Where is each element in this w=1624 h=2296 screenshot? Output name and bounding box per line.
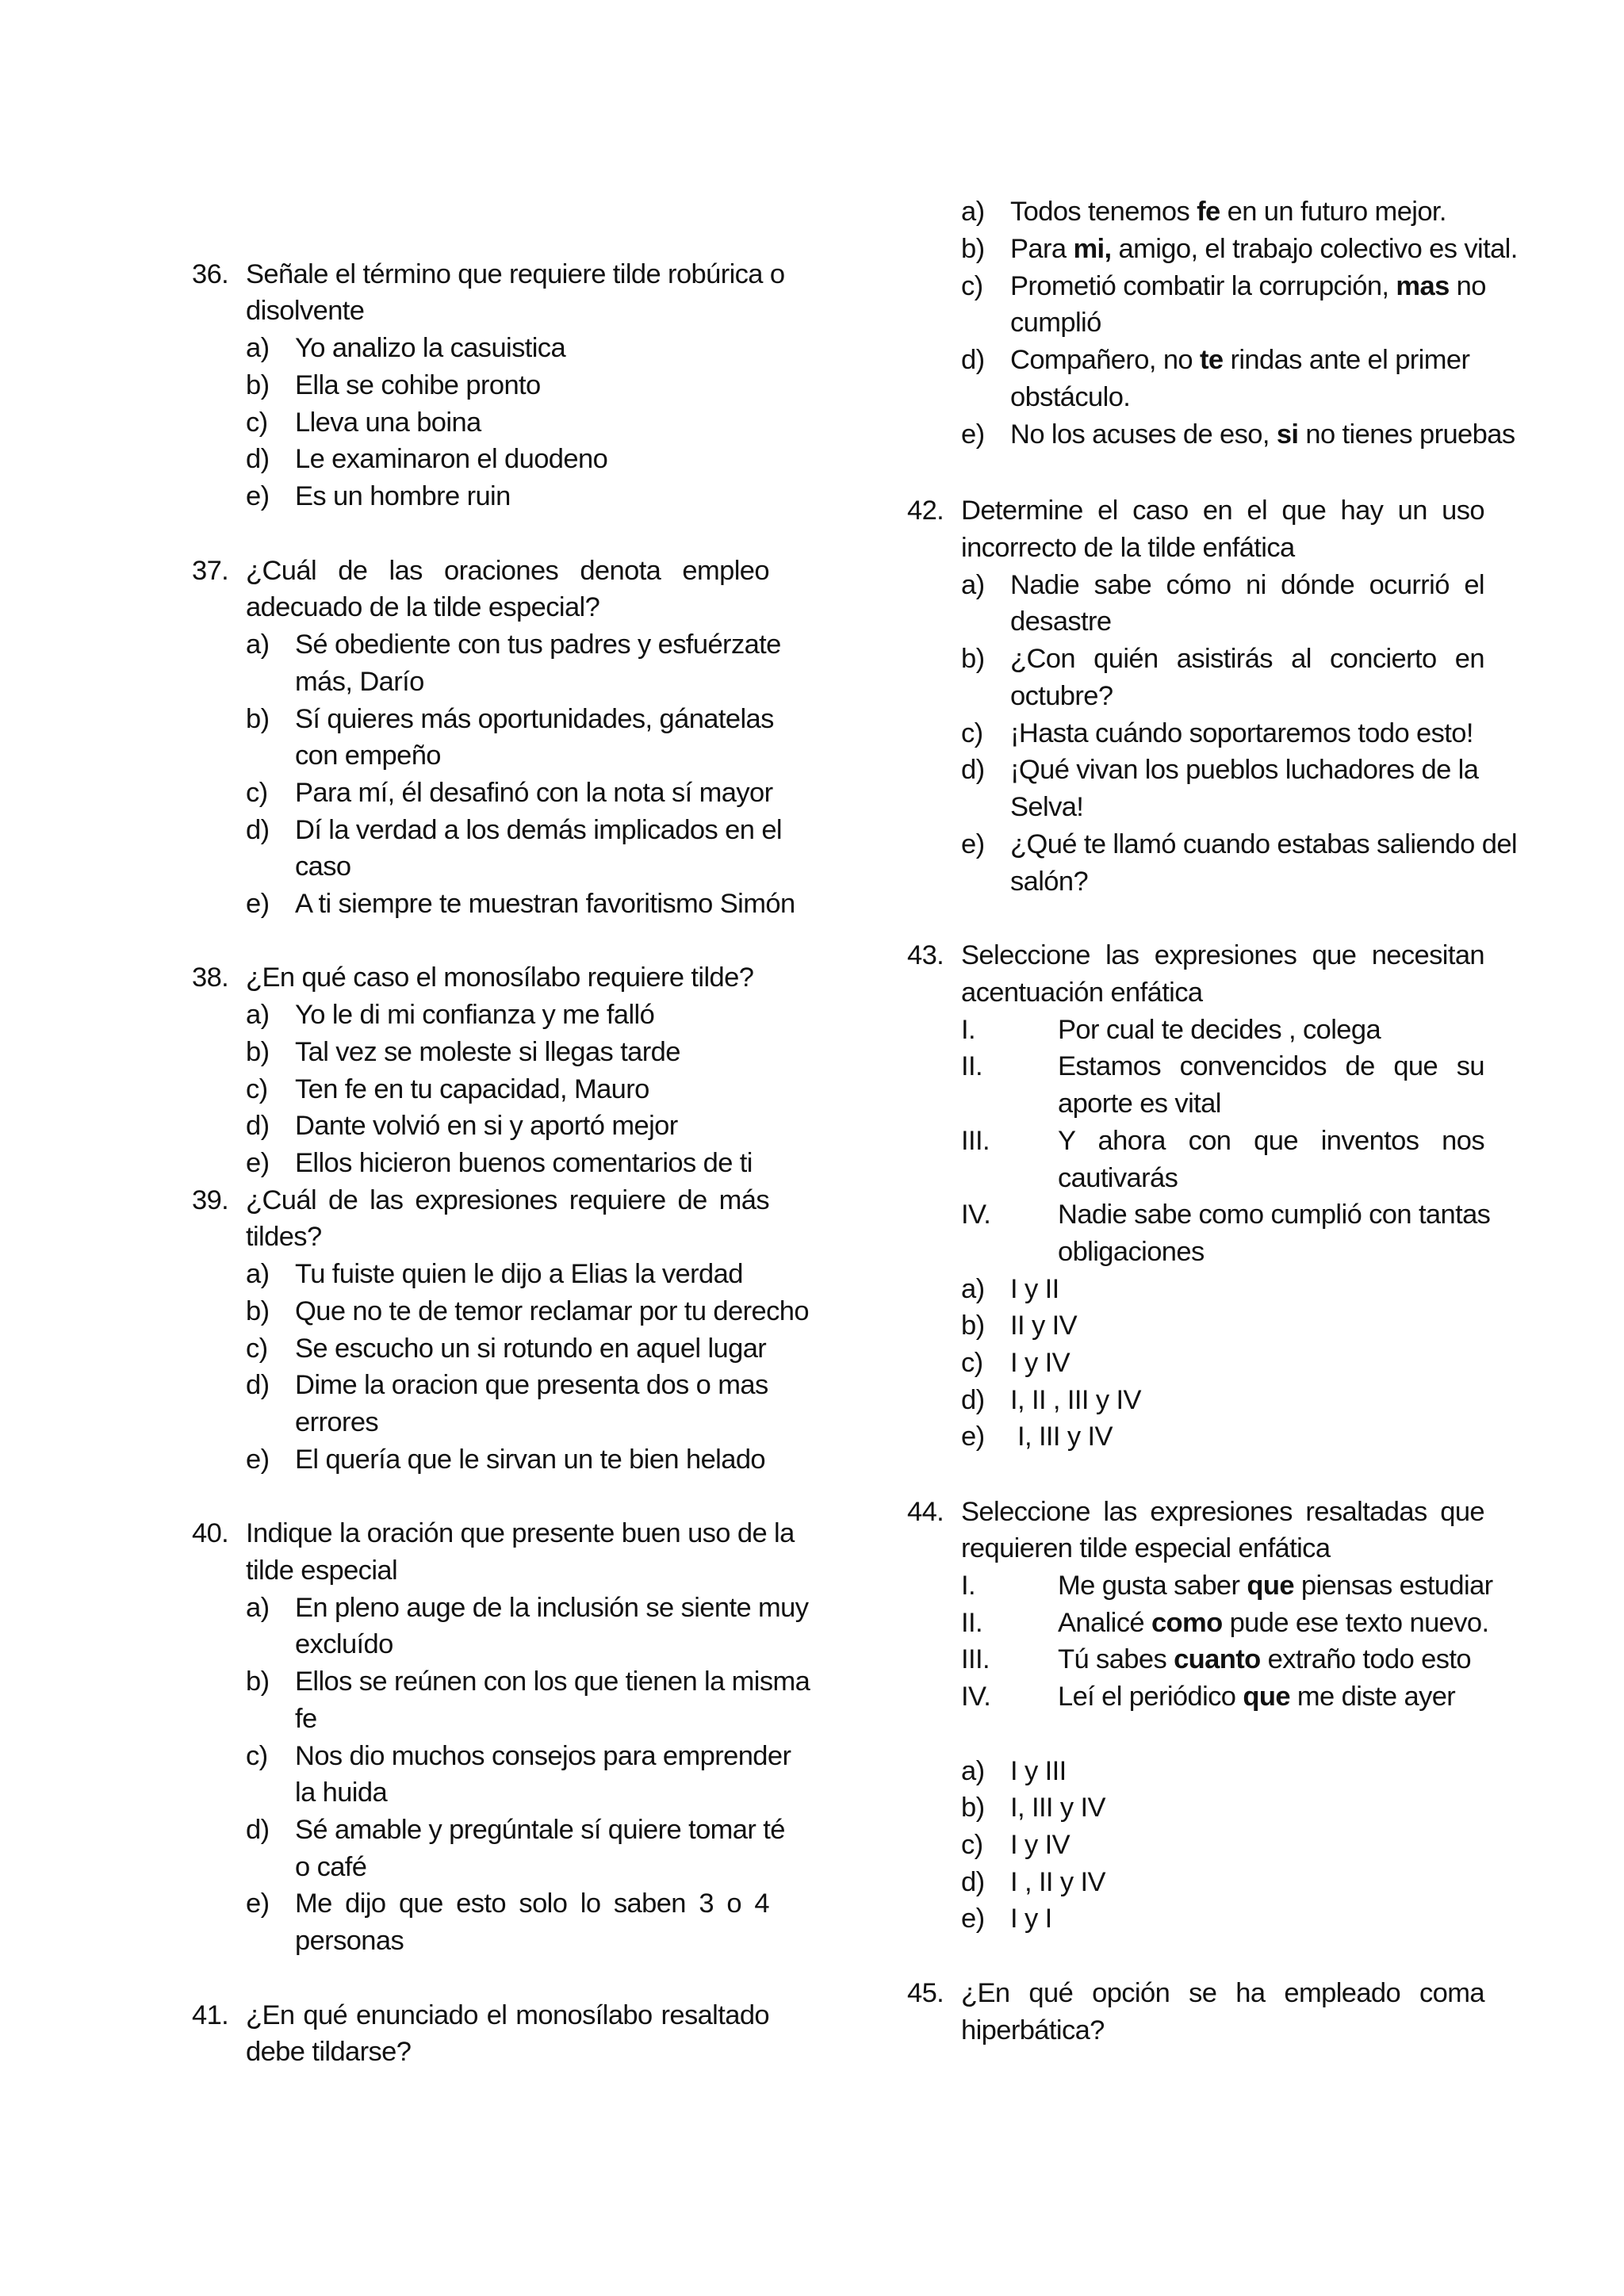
- highlighted-word: te: [1200, 345, 1224, 375]
- question-text-cont: tildes?: [246, 1222, 322, 1252]
- question-number: 43.: [907, 940, 944, 970]
- question-number: 36.: [192, 259, 229, 289]
- question-text: ¿Cuál de las expresiones requiere de más: [246, 1185, 769, 1215]
- highlighted-word: mi,: [1073, 234, 1112, 264]
- question-text: Señale el término que requiere tilde robúrica o: [246, 259, 785, 289]
- question-text: Indique la oración que presente buen uso de la: [246, 1518, 795, 1548]
- question-text: Seleccione las expresiones que necesitan: [961, 940, 1484, 970]
- question-number: 38.: [192, 962, 229, 993]
- highlighted-word: que: [1243, 1682, 1290, 1712]
- question-text: ¿En qué enunciado el monosílabo resaltado: [246, 2000, 769, 2030]
- question-text-cont: requieren tilde especial enfática: [961, 1533, 1331, 1563]
- question-number: 42.: [907, 496, 944, 526]
- exam-page: 36. Señale el término que requiere tilde robúrica o disolvente a) Yo analizo la casuistica b) Ella se cohibe pronto c) Lleva una boina d) Le examinaron el duodeno e) Es un hombre ruin 37. ¿Cuál de las oraciones denota empleo adecuado de la tilde especial? a) Sé obediente con tus padres y esfuérzate más, Darío b) Sí quieres más oportunidades, gánatelas con empeño c) Para mí, él desafinó con la nota sí mayor d) Dí la verdad a los demás implicados en el caso e) A ti siempre te muestran favoritismo Simón 38. ¿En qué caso el monosílabo requiere tilde? a) Yo le di mi confianza y me falló b) Tal vez se moleste si llegas tarde c) Ten fe en tu capacidad, Mauro d) Dante volvió en si y aportó mejor e) Ellos hicieron buenos comentarios de ti 39. ¿Cuál de las expresiones requiere de más tildes? a) Tu fuiste quien le dijo a Elias la verdad b) Que no te de temor reclamar por tu derecho c) Se escucho un si rotundo en aquel lugar d) Dime la oracion que presenta dos o mas errores e) El quería que le sirvan un te bien helado 40. Indique la oración que presente buen uso de la tilde especial a) En pleno auge de la inclusión se siente muy excluído b) Ellos se reúnen con los que tienen la misma fe c) Nos dio muchos consejos para emprender la huida d) Sé amable y pregúntale sí quiere tomar té o café e) Me dijo que esto solo lo saben 3 o 4 personas 41. ¿En qué enunciado el monosílabo resaltado debe tildarse? a) Todos tenemos fe en un futuro mejor. b) Para mi, amigo, el trabajo colectivo es vital. c) Prometió combatir la corrupción, mas no cumplió d) Compañero, no te rindas ante el primer obstáculo. e) No los acuses de eso, si no tienes pruebas 42. Determine el caso en el que hay un uso incorrecto de la tilde enfática a) Nadie sabe cómo ni dónde ocurrió el desastre b) ¿Con quién asistirás al concierto en octubre? c) ¡Hasta cuándo soportaremos todo esto! d) ¡Qué vivan los pueblos luchadores de la Selva! e) ¿Qué te llamó cuando estabas saliendo del salón? 43. Seleccione las expresiones que necesitan acentuación enfática I. Por cual te decides , colega II. Estamos convencidos de que su aporte es vital III. Y ahora con que inventos nos cautivarás IV. Nadie sabe como cumplió con tantas obligaciones a) I y II b) II y IV c) I y IV d) I, II , III y IV e) I, III y IV 44. Seleccione las expresiones resaltadas que requieren tilde especial enfática I. Me gusta saber que piensas estudiar II. Analicé como pude ese texto nuevo. III. Tú sabes cuanto extraño todo esto IV. Leí el periódico que me diste ayer a) I y III b) I, III y IV c) I y IV d) I , II y IV e) I y I 45. ¿En qué opción se ha empleado coma hiperbática?: [0, 0, 1624, 2296]
- question-number: 37.: [192, 556, 229, 586]
- question-text: ¿En qué caso el monosílabo requiere tilde?: [246, 962, 754, 993]
- question-number: 41.: [192, 2000, 229, 2030]
- highlighted-word: si: [1276, 419, 1299, 450]
- question-text-cont: acentuación enfática: [961, 978, 1203, 1008]
- question-text-cont: incorrecto de la tilde enfática: [961, 533, 1295, 563]
- question-text-cont: debe tildarse?: [246, 2037, 412, 2067]
- highlighted-word: mas: [1396, 271, 1450, 301]
- question-text: ¿En qué opción se ha empleado coma: [961, 1978, 1484, 2008]
- question-number: 39.: [192, 1185, 229, 1215]
- question-text-cont: adecuado de la tilde especial?: [246, 592, 600, 622]
- question-text-cont: hiperbática?: [961, 2015, 1105, 2045]
- question-number: 44.: [907, 1497, 944, 1527]
- question-text-cont: disolvente: [246, 296, 365, 326]
- highlighted-word: fe: [1197, 197, 1220, 227]
- question-text: Seleccione las expresiones resaltadas que: [961, 1497, 1484, 1527]
- question-text: ¿Cuál de las oraciones denota empleo: [246, 556, 769, 586]
- highlighted-word: como: [1151, 1608, 1223, 1638]
- question-number: 45.: [907, 1978, 944, 2008]
- question-text: Determine el caso en el que hay un uso: [961, 496, 1484, 526]
- question-number: 40.: [192, 1518, 229, 1548]
- question-text-cont: tilde especial: [246, 1556, 398, 1586]
- highlighted-word: cuanto: [1174, 1644, 1261, 1674]
- highlighted-word: que: [1247, 1571, 1294, 1601]
